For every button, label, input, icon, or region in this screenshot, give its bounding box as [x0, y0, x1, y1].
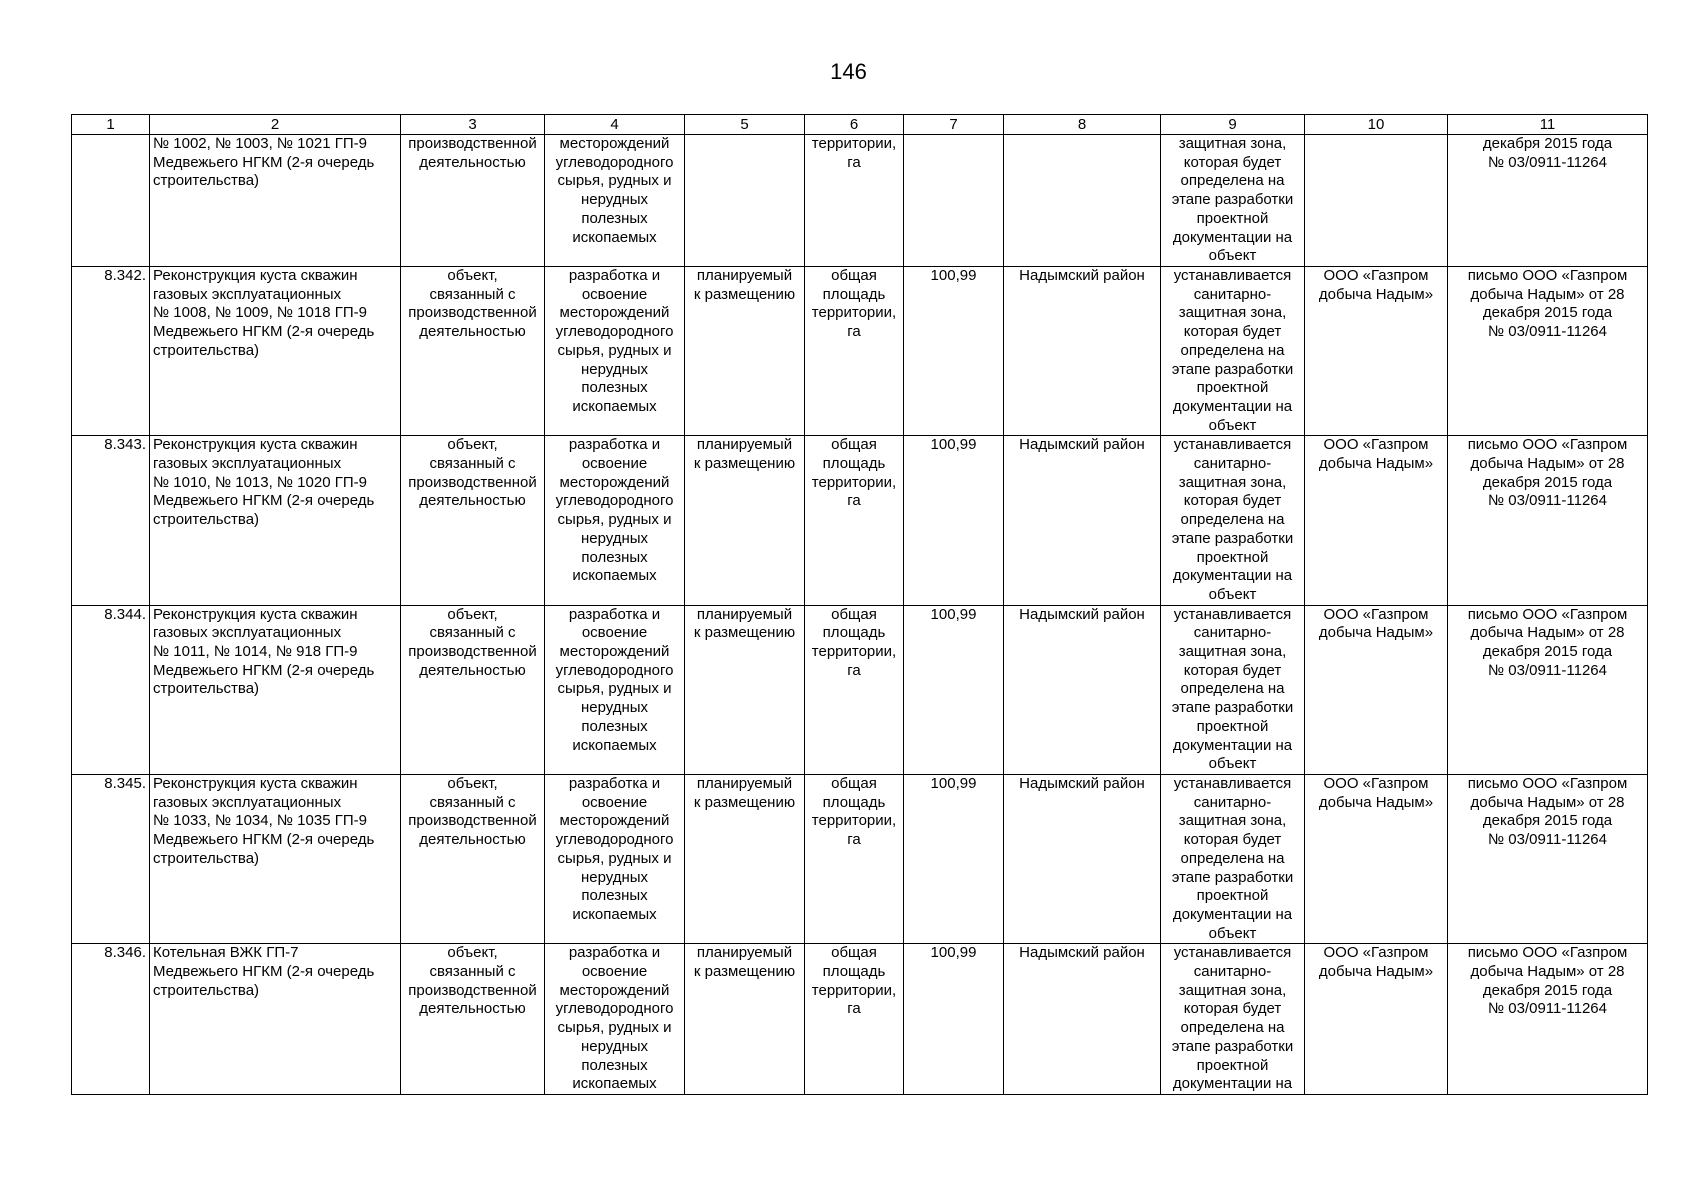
- cell-basis: письмо ООО «Газпром добыча Надым» от 28 декабря 2015 года № 03/0911-11264: [1448, 774, 1648, 943]
- cell-zone: устанавливается санитарно- защитная зона, которая будет определена на этапе разработки проектной документации на объект: [1161, 436, 1305, 605]
- cell-basis: письмо ООО «Газпром добыча Надым» от 28 декабря 2015 года № 03/0911-11264: [1448, 605, 1648, 774]
- column-header: 10: [1305, 115, 1448, 135]
- cell-basis: декабря 2015 года № 03/0911-11264: [1448, 135, 1648, 267]
- cell-basis: письмо ООО «Газпром добыча Надым» от 28 декабря 2015 года № 03/0911-11264: [1448, 267, 1648, 436]
- cell-owner: ООО «Газпром добыча Надым»: [1305, 436, 1448, 605]
- cell-status: планируемый к размещению: [685, 267, 805, 436]
- cell-location: Надымский район: [1004, 436, 1161, 605]
- cell-status: планируемый к размещению: [685, 774, 805, 943]
- table-row: [72, 267, 1648, 436]
- column-header: 2: [150, 115, 401, 135]
- table-row: [72, 774, 1648, 943]
- cell-location: Надымский район: [1004, 267, 1161, 436]
- cell-value: 100,99: [904, 436, 1004, 605]
- cell-purpose: месторождений углеводородного сырья, рудных и нерудных полезных ископаемых: [545, 135, 685, 267]
- cell-characteristic: общая площадь территории, га: [805, 267, 904, 436]
- cell-object-type: объект, связанный с производственной деятельностью: [401, 774, 545, 943]
- cell-number: [72, 135, 150, 267]
- cell-object-name: № 1002, № 1003, № 1021 ГП-9 Медвежьего НГКМ (2-я очередь строительства): [150, 135, 401, 267]
- objects-table: [71, 114, 1648, 1095]
- page-number: 146: [830, 59, 867, 84]
- cell-value: [904, 135, 1004, 267]
- cell-object-type: объект, связанный с производственной деятельностью: [401, 436, 545, 605]
- cell-number: 8.345.: [72, 774, 150, 943]
- cell-zone: устанавливается санитарно- защитная зона, которая будет определена на этапе разработки проектной документации на объект: [1161, 605, 1305, 774]
- cell-characteristic: общая площадь территории, га: [805, 605, 904, 774]
- cell-owner: ООО «Газпром добыча Надым»: [1305, 944, 1448, 1095]
- table-row-continuation: [72, 135, 1648, 267]
- cell-location: Надымский район: [1004, 774, 1161, 943]
- column-header: 3: [401, 115, 545, 135]
- cell-owner: ООО «Газпром добыча Надым»: [1305, 267, 1448, 436]
- cell-status: планируемый к размещению: [685, 605, 805, 774]
- header-row: [72, 115, 1648, 135]
- column-header: 5: [685, 115, 805, 135]
- table-row: [72, 944, 1648, 1095]
- cell-value: 100,99: [904, 774, 1004, 943]
- cell-basis: письмо ООО «Газпром добыча Надым» от 28 декабря 2015 года № 03/0911-11264: [1448, 944, 1648, 1095]
- table-row: [72, 436, 1648, 605]
- cell-zone: устанавливается санитарно- защитная зона, которая будет определена на этапе разработки проектной документации на объект: [1161, 774, 1305, 943]
- cell-object-type: объект, связанный с производственной деятельностью: [401, 944, 545, 1095]
- cell-number: 8.342.: [72, 267, 150, 436]
- cell-object-type: объект, связанный с производственной деятельностью: [401, 267, 545, 436]
- cell-characteristic: общая площадь территории, га: [805, 944, 904, 1095]
- cell-owner: ООО «Газпром добыча Надым»: [1305, 605, 1448, 774]
- cell-object-type: объект, связанный с производственной деятельностью: [401, 605, 545, 774]
- cell-location: [1004, 135, 1161, 267]
- cell-object-name: Реконструкция куста скважин газовых эксплуатационных № 1008, № 1009, № 1018 ГП-9 Медвежьего НГКМ (2-я очередь строительства): [150, 267, 401, 436]
- cell-object-name: Реконструкция куста скважин газовых эксплуатационных № 1010, № 1013, № 1020 ГП-9 Медвежьего НГКМ (2-я очередь строительства): [150, 436, 401, 605]
- cell-number: 8.343.: [72, 436, 150, 605]
- cell-characteristic: общая площадь территории, га: [805, 436, 904, 605]
- cell-zone: устанавливается санитарно- защитная зона, которая будет определена на этапе разработки проектной документации на: [1161, 944, 1305, 1095]
- column-header: 4: [545, 115, 685, 135]
- cell-value: 100,99: [904, 267, 1004, 436]
- cell-object-type: производственной деятельностью: [401, 135, 545, 267]
- column-header: 6: [805, 115, 904, 135]
- cell-characteristic: общая площадь территории, га: [805, 774, 904, 943]
- cell-status: [685, 135, 805, 267]
- cell-owner: ООО «Газпром добыча Надым»: [1305, 774, 1448, 943]
- cell-purpose: разработка и освоение месторождений углеводородного сырья, рудных и нерудных полезных ископаемых: [545, 944, 685, 1095]
- column-header: 9: [1161, 115, 1305, 135]
- cell-basis: письмо ООО «Газпром добыча Надым» от 28 декабря 2015 года № 03/0911-11264: [1448, 436, 1648, 605]
- column-header: 11: [1448, 115, 1648, 135]
- cell-location: Надымский район: [1004, 944, 1161, 1095]
- cell-location: Надымский район: [1004, 605, 1161, 774]
- column-header: 7: [904, 115, 1004, 135]
- cell-zone: устанавливается санитарно- защитная зона, которая будет определена на этапе разработки проектной документации на объект: [1161, 267, 1305, 436]
- cell-object-name: Реконструкция куста скважин газовых эксплуатационных № 1033, № 1034, № 1035 ГП-9 Медвежьего НГКМ (2-я очередь строительства): [150, 774, 401, 943]
- cell-purpose: разработка и освоение месторождений углеводородного сырья, рудных и нерудных полезных ископаемых: [545, 267, 685, 436]
- cell-number: 8.344.: [72, 605, 150, 774]
- cell-object-name: Реконструкция куста скважин газовых эксплуатационных № 1011, № 1014, № 918 ГП-9 Медвежьего НГКМ (2-я очередь строительства): [150, 605, 401, 774]
- cell-object-name: Котельная ВЖК ГП-7 Медвежьего НГКМ (2-я очередь строительства): [150, 944, 401, 1095]
- cell-purpose: разработка и освоение месторождений углеводородного сырья, рудных и нерудных полезных ископаемых: [545, 774, 685, 943]
- cell-owner: [1305, 135, 1448, 267]
- column-header: 8: [1004, 115, 1161, 135]
- cell-status: планируемый к размещению: [685, 436, 805, 605]
- cell-purpose: разработка и освоение месторождений углеводородного сырья, рудных и нерудных полезных ископаемых: [545, 605, 685, 774]
- cell-value: 100,99: [904, 944, 1004, 1095]
- table-row: [72, 605, 1648, 774]
- cell-number: 8.346.: [72, 944, 150, 1095]
- cell-characteristic: территории, га: [805, 135, 904, 267]
- cell-purpose: разработка и освоение месторождений углеводородного сырья, рудных и нерудных полезных ископаемых: [545, 436, 685, 605]
- cell-zone: защитная зона, которая будет определена на этапе разработки проектной документации на объект: [1161, 135, 1305, 267]
- cell-status: планируемый к размещению: [685, 944, 805, 1095]
- column-header: 1: [72, 115, 150, 135]
- cell-value: 100,99: [904, 605, 1004, 774]
